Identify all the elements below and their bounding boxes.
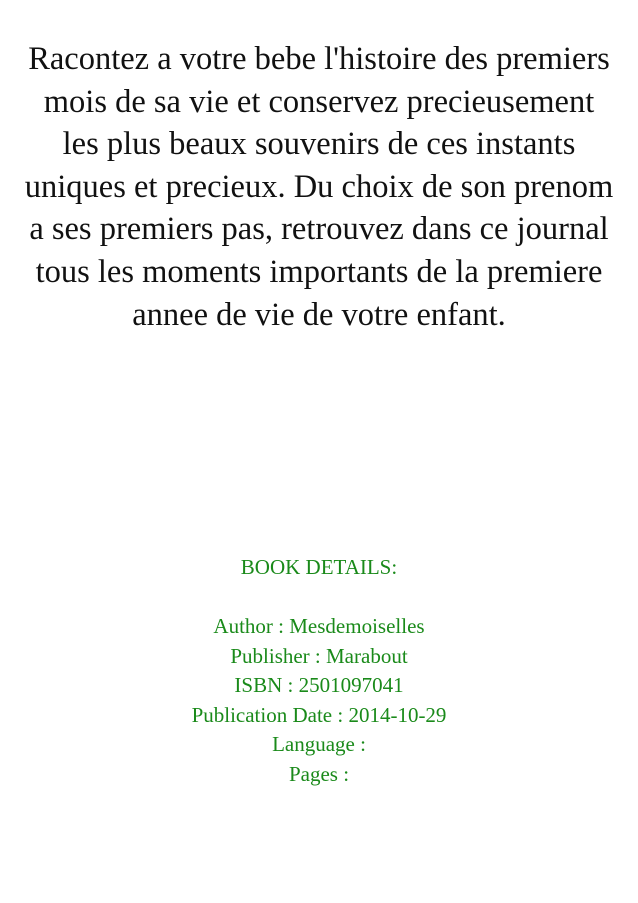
isbn-line: ISBN : 2501097041 [234, 673, 404, 697]
language-line: Language : [272, 732, 366, 756]
publisher-line: Publisher : Marabout [230, 643, 408, 668]
book-details-heading: BOOK DETAILS: [240, 555, 398, 579]
details-spacer [0, 583, 638, 613]
book-description: Racontez a votre bebe l'histoire des premiers mois de sa vie et conservez precieusement les plus beaux souvenirs de ces instants uniques et precieux. Du choix de son prenom a ses premiers pas, retrouvez dans ce journal tous les moments importants de la premiere annee de vie de votre enfant. [24, 41, 614, 333]
book-details [0, 553, 638, 789]
publication-date-line: Publication Date : 2014-10-29 [191, 702, 447, 727]
author-line: Author : Mesdemoiselles [213, 614, 425, 638]
pages-line: Pages : [288, 761, 350, 786]
